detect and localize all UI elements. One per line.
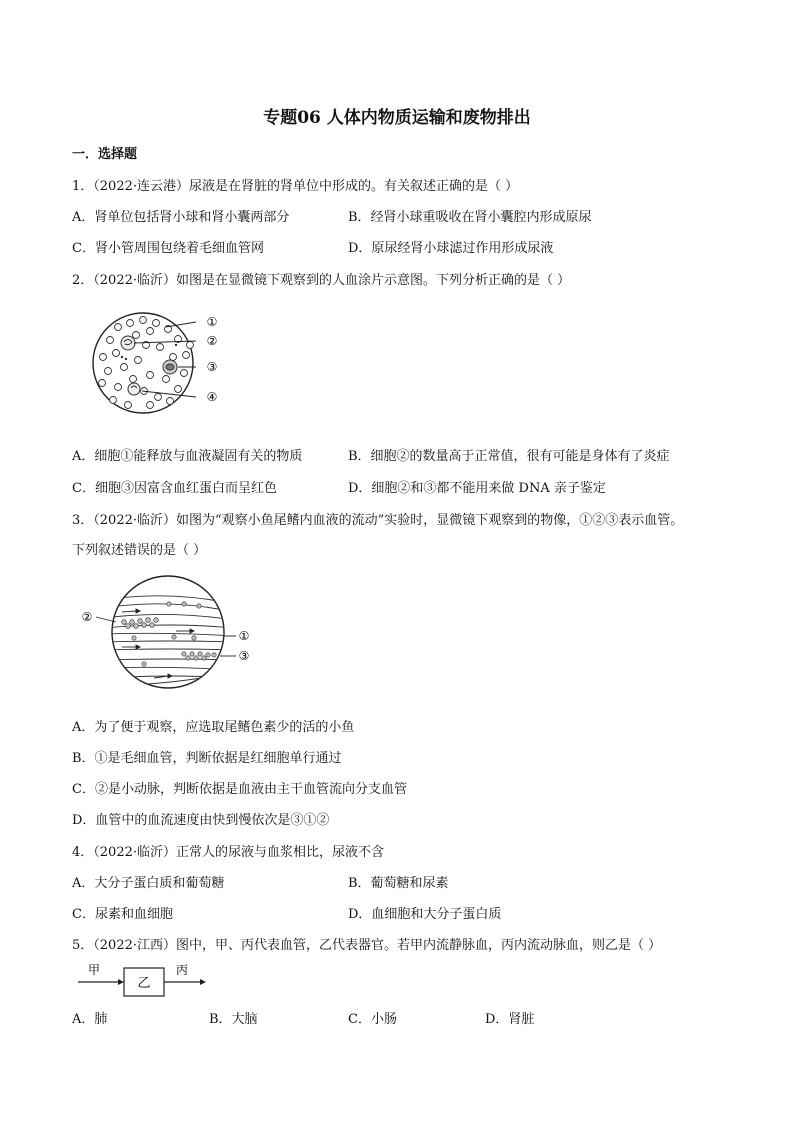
q3-option-b[interactable]: B．①是毛细血管，判断依据是红细胞单行通过: [72, 751, 342, 766]
section-heading: 一．选择题: [72, 147, 138, 162]
q1-option-b[interactable]: B．经肾小球重吸收在肾小囊腔内形成原尿: [348, 210, 592, 225]
q2-option-b[interactable]: B．细胞②的数量高于正常值，很有可能是身体有了炎症: [348, 449, 670, 464]
q5-label-bing: 丙: [175, 963, 189, 977]
fish-tail-vessels-figure: [74, 570, 264, 695]
q2-option-d[interactable]: D．细胞②和③都不能用来做 DNA 亲子鉴定: [348, 481, 606, 496]
blood-smear-figure: [88, 305, 248, 425]
q1-option-d[interactable]: D．原尿经肾小球滤过作用形成尿液: [348, 241, 554, 256]
q3-option-a[interactable]: A．为了便于观察，应选取尾鳍色素少的活的小鱼: [72, 720, 355, 735]
q3-stem-line2: 下列叙述错误的是（ ）: [72, 543, 207, 558]
q4-option-d[interactable]: D．血细胞和大分子蛋白质: [348, 907, 502, 922]
q5-option-c[interactable]: C．小肠: [348, 1012, 397, 1027]
q5-option-a[interactable]: A．肺: [72, 1012, 108, 1027]
q2-label-3: ③: [206, 360, 218, 374]
q1-stem: 1．（2022·连云港）尿液是在肾脏的肾单位中形成的。有关叙述正确的是（ ）: [72, 179, 519, 194]
q5-option-d[interactable]: D．肾脏: [485, 1012, 535, 1027]
q4-option-b[interactable]: B．葡萄糖和尿素: [348, 876, 449, 891]
q3-label-3: ③: [238, 649, 250, 663]
q2-label-4: ④: [206, 390, 218, 404]
q5-stem: 5．（2022·江西）图中，甲、丙代表血管，乙代表器官。若甲内流静脉血，丙内流动脉血，则乙是（ ）: [72, 938, 662, 953]
page-title: 专题06 人体内物质运输和废物排出: [263, 108, 531, 128]
q3-stem-line1: 3．（2022·临沂）如图为“观察小鱼尾鳍内血液的流动”实验时，显微镜下观察到的物像，①②③表示血管。: [72, 513, 684, 528]
q2-label-2: ②: [206, 334, 218, 348]
q3-option-c[interactable]: C．②是小动脉，判断依据是血液由主干血管流向分支血管: [72, 782, 407, 797]
q5-label-jia: 甲: [87, 963, 101, 977]
q4-stem: 4．（2022·临沂）正常人的尿液与血浆相比，尿液不含: [72, 845, 384, 860]
q2-stem: 2．（2022·临沂）如图是在显微镜下观察到的人血涂片示意图。下列分析正确的是（ ）: [72, 273, 571, 288]
q3-label-2: ②: [81, 610, 93, 624]
organ-flow-figure: [74, 960, 214, 998]
q5-label-yi: 乙: [137, 976, 151, 991]
q1-option-a[interactable]: A．肾单位包括肾小球和肾小囊两部分: [72, 210, 290, 225]
q4-option-c[interactable]: C．尿素和血细胞: [72, 907, 173, 922]
q2-label-1: ①: [206, 315, 218, 329]
q2-option-c[interactable]: C．细胞③因富含血红蛋白而呈红色: [72, 481, 277, 496]
q5-option-b[interactable]: B．大脑: [209, 1012, 258, 1027]
q1-option-c[interactable]: C．肾小管周围包绕着毛细血管网: [72, 241, 264, 256]
q4-option-a[interactable]: A．大分子蛋白质和葡萄糖: [72, 876, 225, 891]
q3-option-d[interactable]: D．血管中的血流速度由快到慢依次是③①②: [72, 813, 330, 828]
q2-option-a[interactable]: A．细胞①能释放与血液凝固有关的物质: [72, 449, 303, 464]
q3-label-1: ①: [238, 629, 250, 643]
